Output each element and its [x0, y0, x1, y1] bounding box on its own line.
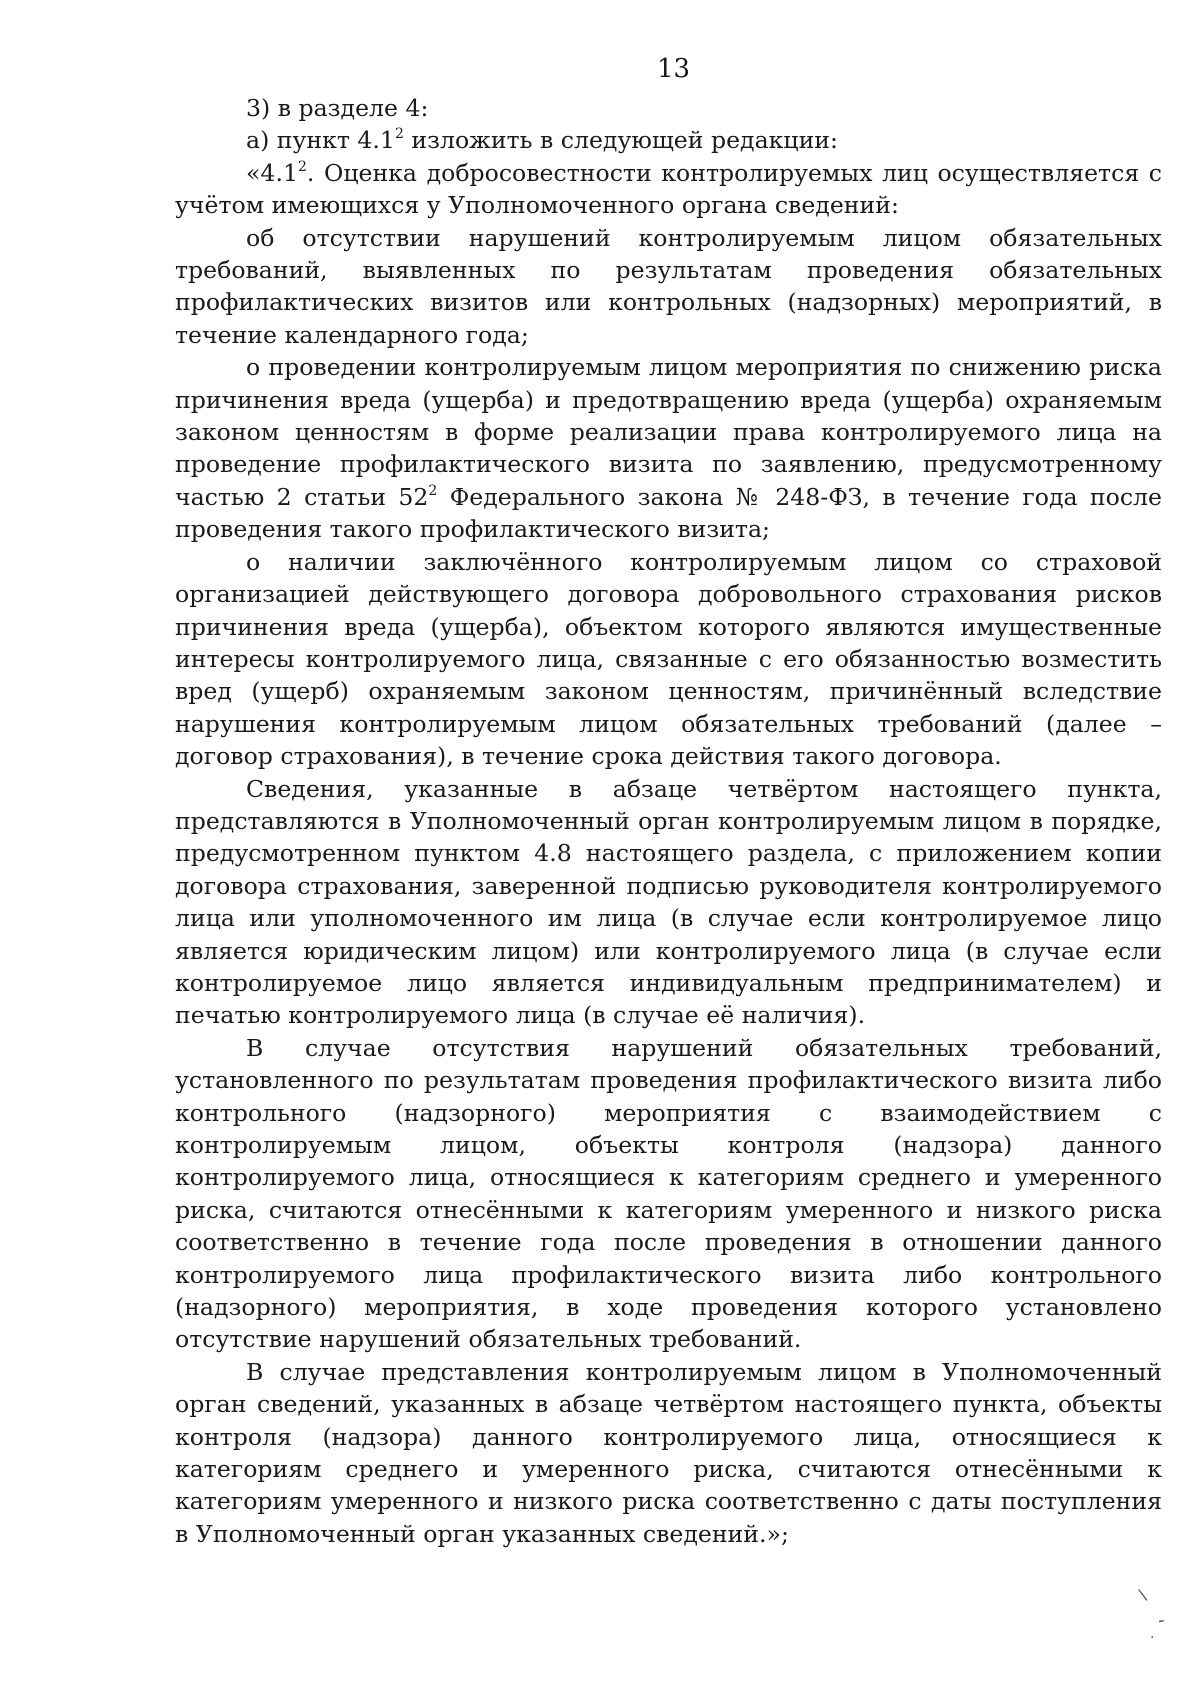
- scan-mark: -: [1156, 1609, 1167, 1632]
- paragraph-insurance-contract: о наличии заключённого контролируемым лицом со страховой организацией действующего договора добровольного страхования рисков причинения вреда (ущерба), объектом которого являются имущественные интересы контролируемого лица, связанные с его обязанностью возместить вред (ущерб) охраняемым законом ценностям, причинённый вследствие нарушения контролируемым лицом обязательных требований (далее – договор страхования), в течение срока действия такого договора.: [175, 547, 1162, 771]
- paragraph-information-provided: В случае представления контролируемым лицом в Уполномоченный орган сведений, указанных в абзаце четвёртом настоящего пункта, объекты контроля (надзора) данного контролируемого лица, относящиеся к категориям среднего и умеренного риска, считаются отнесёнными к категориям умеренного и низкого риска соответственно с даты поступления в Уполномоченный орган указанных сведений.»;: [175, 1357, 1162, 1548]
- paragraph-information-submission: Сведения, указанные в абзаце четвёртом настоящего пункта, представляются в Уполномоченный орган контролируемым лицом в порядке, предусмотренном пунктом 4.8 настоящего раздела, с приложением копии договора страхования, заверенной подписью руководителя контролируемого лица или уполномоченного им лица (в случае если контролируемое лицо является юридическим лицом) или контролируемого лица (в случае если контролируемое лицо является индивидуальным предпринимателем) и печатью контролируемого лица (в случае её наличия).: [175, 774, 1162, 1030]
- scan-mark: \: [1136, 1584, 1149, 1605]
- paragraph-4-1-2-intro: «$4.1^2$. Оценка добросовестности контролируемых лиц осуществляется с учётом имеющихся у Уполномоченного органа сведений:: [175, 158, 1162, 220]
- scan-mark: ·: [1150, 1630, 1155, 1646]
- page-number: 13: [657, 54, 691, 84]
- document-page: [175, 0, 1162, 1696]
- paragraph-subitem-a: а) пункт $4.1^2$ изложить в следующей редакции:: [246, 126, 838, 155]
- paragraph-preventive-visit: о проведении контролируемым лицом мероприятия по снижению риска причинения вреда (ущерба) и предотвращению вреда (ущерба) охраняемым законом ценностям в форме реализации права контролируемого лица на проведение профилактического визита по заявлению, предусмотренному частью 2 статьи $52^2$ Федерального закона № 248-ФЗ, в течение года после проведения такого профилактического визита;: [175, 353, 1163, 544]
- document-body: [175, 92, 1162, 1550]
- paragraph-section-header: 3) в разделе 4:: [246, 94, 429, 122]
- paragraph-absence-of-violations: В случае отсутствия нарушений обязательных требований, установленного по результатам проведения профилактического визита либо контрольного (надзорного) мероприятия с взаимодействием с контролируемым лицом, объекты контроля (надзора) данного контролируемого лица, относящиеся к категориям среднего и умеренного риска, считаются отнесёнными к категориям умеренного и низкого риска соответственно в течение года после проведения в отношении данного контролируемого лица профилактического визита либо контрольного (надзорного) мероприятия, в ходе проведения которого установлено отсутствие нарушений обязательных требований.: [175, 1033, 1162, 1354]
- paragraph-no-violations: об отсутствии нарушений контролируемым лицом обязательных требований, выявленных по результатам проведения обязательных профилактических визитов или контрольных (надзорных) мероприятий, в течение календарного года;: [175, 223, 1162, 349]
